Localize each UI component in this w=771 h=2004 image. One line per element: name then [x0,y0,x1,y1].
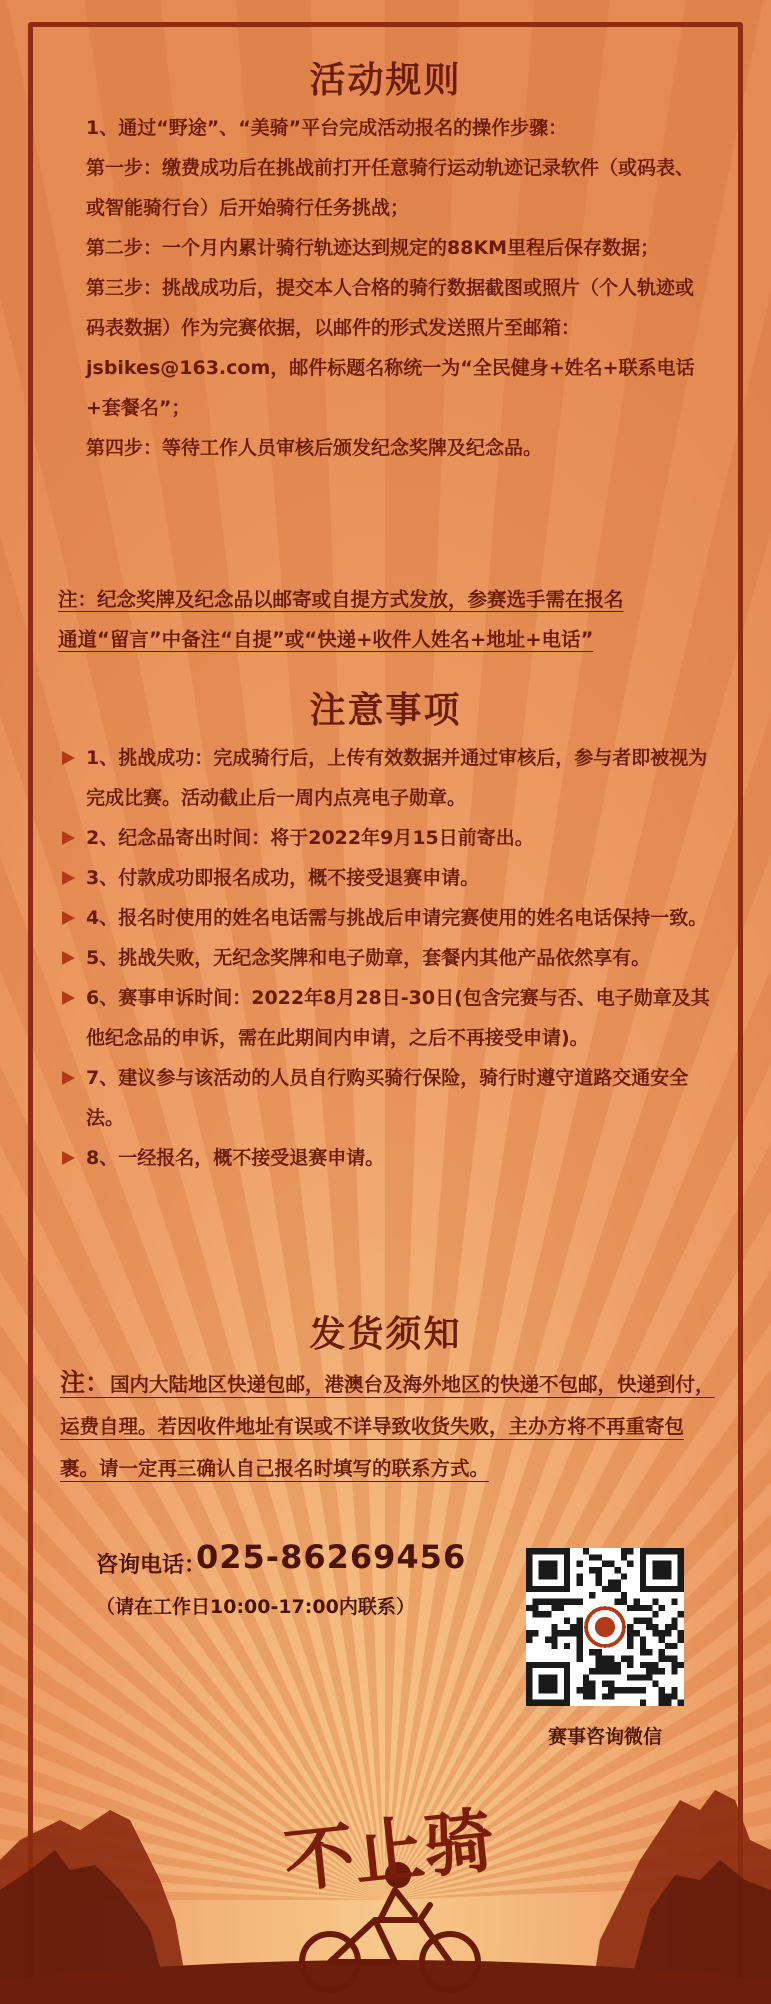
contact-label: 咨询电话： [96,1553,207,1578]
qr-module [539,1599,545,1605]
qr-module [665,1655,671,1661]
qr-module [577,1573,583,1579]
qr-module [640,1605,646,1611]
notices-list [60,738,710,1178]
qr-module [596,1580,602,1586]
qr-module [596,1662,602,1668]
qr-module [577,1630,583,1636]
qr-module [671,1618,677,1624]
qr-module [671,1655,677,1661]
qr-module [596,1668,602,1674]
shipping-title: 发货须知 [309,1314,462,1355]
qr-module [665,1643,671,1649]
qr-module [545,1611,551,1617]
qr-module [646,1649,652,1655]
qr-module [627,1624,633,1630]
qr-module [532,1605,538,1611]
qr-module [659,1700,665,1706]
qr-module [640,1618,646,1624]
qr-module [583,1681,589,1687]
qr-module [646,1624,652,1630]
qr-module [526,1630,532,1636]
qr-module [627,1548,633,1554]
qr-module [640,1700,646,1706]
shipping-text [60,1362,715,1490]
qr-module [646,1618,652,1624]
qr-module [627,1630,633,1636]
rules-title: 活动规则 [309,60,462,101]
qr-module [646,1605,652,1611]
qr-module [551,1624,557,1630]
qr-module [602,1586,608,1592]
qr-module [652,1624,658,1630]
qr-module [659,1668,665,1674]
qr-module [577,1561,583,1567]
qr-module [665,1700,671,1706]
qr-module [545,1636,551,1642]
qr-module [602,1668,608,1674]
qr-module [671,1599,677,1605]
qr-module [602,1561,608,1567]
qr-module [570,1599,576,1605]
qr-module [577,1649,583,1655]
qr-module [659,1693,665,1699]
qr-module [558,1599,564,1605]
qr-module [614,1599,620,1605]
qr-module [608,1586,614,1592]
qr-module [551,1599,557,1605]
qr-module [551,1643,557,1649]
qr-module [614,1586,620,1592]
rules-note-line-1: 注：纪念奖牌及纪念品以邮寄或自提方式发放，参赛选手需在报名 [58,588,624,611]
qr-module [602,1681,608,1687]
rules-intro: 1、通过“野途”、“美骑”平台完成活动报名的操作步骤： [86,117,568,139]
qr-module [621,1554,627,1560]
qr-module [589,1567,595,1573]
qr-module [621,1548,627,1554]
qr-module [596,1554,602,1560]
qr-module [577,1624,583,1630]
qr-module [583,1687,589,1693]
qr-module [614,1687,620,1693]
qr-module [608,1580,614,1586]
qr-module [564,1630,570,1636]
qr-module [652,1668,658,1674]
qr-module [608,1687,614,1693]
qr-module [659,1649,665,1655]
qr-code-icon[interactable] [526,1548,684,1706]
qr-module [532,1611,538,1617]
rules-body [86,108,706,468]
qr-module [608,1668,614,1674]
qr-module [678,1700,684,1706]
qr-module [652,1630,658,1636]
qr-module [577,1636,583,1642]
qr-module [589,1693,595,1699]
qr-module [640,1636,646,1642]
qr-module [532,1599,538,1605]
qr-module [659,1687,665,1693]
qr-module [659,1630,665,1636]
qr-module [564,1643,570,1649]
qr-module [621,1573,627,1579]
notice-item-3: 3、付款成功即报名成功，概不接受退赛申请。 [60,858,710,898]
qr-module [621,1592,627,1598]
qr-module [659,1605,665,1611]
shipping-note-label: 注： [60,1368,111,1397]
notice-item-5: 5、挑战失败，无纪念奖牌和电子勋章，套餐内其他产品依然享有。 [60,938,710,978]
qr-module [551,1605,557,1611]
contact-phone[interactable]: 025-86269456 [196,1538,467,1576]
qr-module [608,1662,614,1668]
qr-module [646,1674,652,1680]
rules-step-4: 第四步：等待工作人员审核后颁发纪念奖牌及纪念品。 [86,437,543,459]
qr-module [589,1687,595,1693]
qr-module [671,1624,677,1630]
qr-module [659,1636,665,1642]
qr-module [652,1681,658,1687]
qr-module [589,1649,595,1655]
qr-module [602,1662,608,1668]
qr-module [652,1662,658,1668]
qr-caption: 赛事咨询微信 [547,1726,662,1748]
qr-module [577,1580,583,1586]
qr-module [583,1693,589,1699]
qr-module [596,1655,602,1661]
qr-module [678,1611,684,1617]
qr-module [577,1618,583,1624]
qr-module [558,1605,564,1611]
qr-module [665,1693,671,1699]
qr-module [640,1649,646,1655]
qr-module [621,1687,627,1693]
qr-module [608,1693,614,1699]
qr-module [608,1655,614,1661]
qr-module [621,1655,627,1661]
qr-module [627,1605,633,1611]
qr-module [627,1662,633,1668]
qr-module [652,1599,658,1605]
qr-module [627,1561,633,1567]
qr-module [614,1668,620,1674]
qr-module [671,1687,677,1693]
notice-item-8: 8、一经报名，概不接受退赛申请。 [60,1138,710,1178]
qr-module [640,1643,646,1649]
qr-module [583,1674,589,1680]
logo-text: 不止骑 [280,1798,498,1903]
qr-module [627,1674,633,1680]
qr-module [633,1605,639,1611]
qr-module [539,1611,545,1617]
qr-module [621,1599,627,1605]
qr-module [665,1630,671,1636]
qr-module [627,1655,633,1661]
qr-module [665,1624,671,1630]
rules-note-line-2: 通道“留言”中备注“自提”或“快递+收件人姓名+地址+电话” [58,628,594,651]
notice-item-2: 2、纪念品寄出时间：将于2022年9月15日前寄出。 [60,818,710,858]
qr-module [583,1548,589,1554]
qr-module [678,1630,684,1636]
qr-module [646,1662,652,1668]
qr-module [602,1693,608,1699]
qr-module [589,1592,595,1598]
qr-module [570,1624,576,1630]
qr-module [551,1636,557,1642]
rules-note [58,580,728,660]
notice-item-6: 6、赛事申诉时间：2022年8月28日-30日(包含完赛与否、电子勋章及其他纪念品的申诉，需在此期间内申请，之后不再接受申请)。 [60,978,710,1058]
qr-module [614,1580,620,1586]
qr-module [633,1618,639,1624]
qr-module [678,1662,684,1668]
qr-module [589,1681,595,1687]
qr-module [577,1643,583,1649]
qr-module [633,1599,639,1605]
bottom-illustration [0,1740,771,2004]
qr-module [526,1636,532,1642]
qr-module [678,1636,684,1642]
qr-module [596,1649,602,1655]
qr-module [526,1605,532,1611]
qr-module [640,1662,646,1668]
qr-module [671,1668,677,1674]
qr-module [532,1630,538,1636]
qr-module [589,1668,595,1674]
rules-step-2: 第二步：一个月内累计骑行轨迹达到规定的88KM里程后保存数据； [86,237,660,259]
qr-module [608,1681,614,1687]
notices-title: 注意事项 [309,690,462,731]
qr-module [671,1643,677,1649]
qr-module [596,1573,602,1579]
qr-module [633,1674,639,1680]
qr-module [627,1687,633,1693]
notice-item-7: 7、建议参与该活动的人员自行购买骑行保险，骑行时遵守道路交通安全法。 [60,1058,710,1138]
qr-module [608,1561,614,1567]
qr-module [596,1567,602,1573]
qr-module [627,1636,633,1642]
qr-module [577,1687,583,1693]
notice-item-1: 1、挑战成功：完成骑行后，上传有效数据并通过审核后，参与者即被视为完成比赛。活动截止后一周内点亮电子勋章。 [60,738,710,818]
rules-step-1: 第一步：缴费成功后在挑战前打开任意骑行运动轨迹记录软件（或码表、或智能骑行台）后开始骑行任务挑战； [86,157,695,219]
qr-module [589,1554,595,1560]
shipping-body: 国内大陆地区快递包邮，港澳台及海外地区的快递不包邮，快递到付，运费自理。若因收件地址有误或不详导致收货失败，主办方将不再重寄包裹。请一定再三确认自己报名时填写的联系方式。 [60,1373,715,1480]
qr-module [652,1611,658,1617]
qr-module [558,1630,564,1636]
qr-module [671,1693,677,1699]
qr-module [640,1674,646,1680]
qr-module [633,1687,639,1693]
qr-module [627,1643,633,1649]
notice-item-4: 4、报名时使用的姓名电话需与挑战后申请完赛使用的姓名电话保持一致。 [60,898,710,938]
rules-step-3: 第三步：挑战成功后，提交本人合格的骑行数据截图或照片（个人轨迹或码表数据）作为完赛依据，以邮件的形式发送照片至邮箱：jsbikes@163.com，邮件标题名称统一为“全民健身+姓名+联系电话+套餐名”； [86,277,695,419]
qr-module [564,1599,570,1605]
qr-module [671,1662,677,1668]
qr-module [545,1599,551,1605]
qr-module [614,1567,620,1573]
qr-module [659,1655,665,1661]
qr-module [551,1630,557,1636]
qr-module [646,1668,652,1674]
qr-module [570,1630,576,1636]
qr-module [633,1630,639,1636]
qr-module [602,1655,608,1661]
qr-module [614,1662,620,1668]
qr-module [564,1618,570,1624]
qr-module [577,1655,583,1661]
qr-module [640,1687,646,1693]
qr-module [577,1599,583,1605]
contact-hours: （请在工作日10:00-17:00内联系） [96,1596,415,1618]
